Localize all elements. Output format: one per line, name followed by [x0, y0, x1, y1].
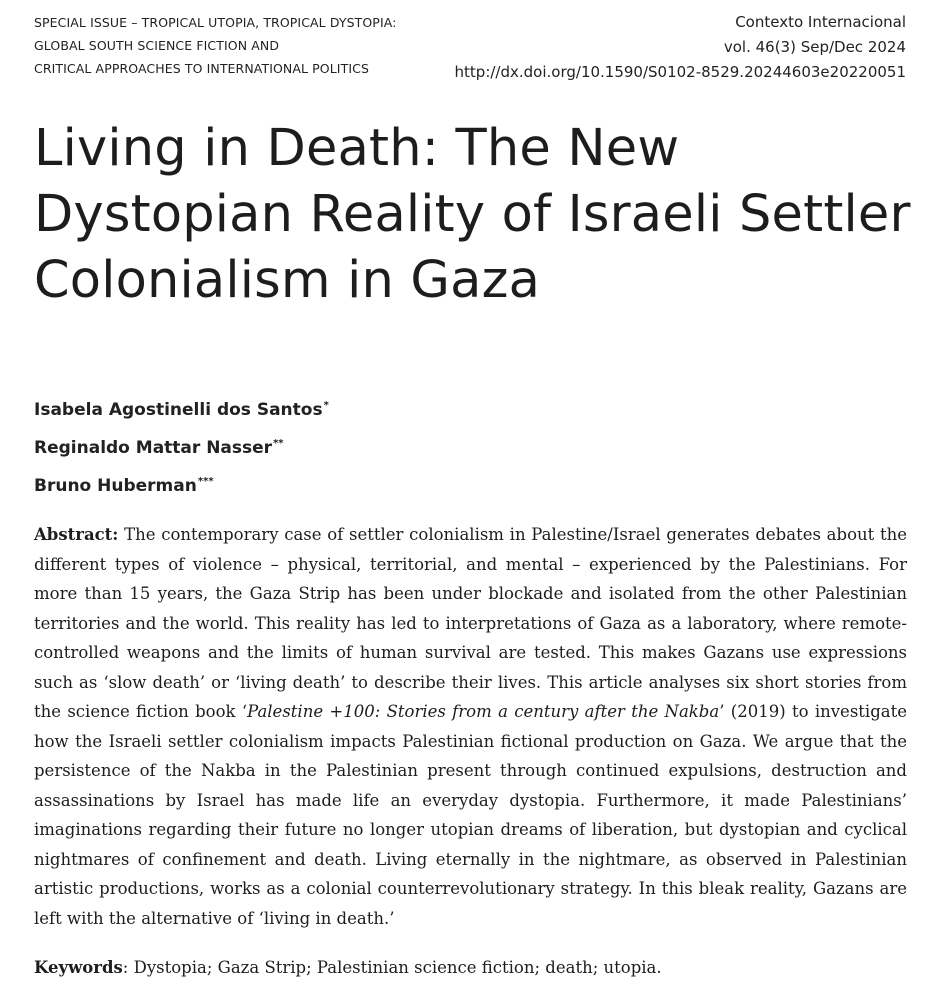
article-title: Living in Death: The New Dystopian Reality of Israeli Settler Colonialism in Gaza	[34, 119, 911, 310]
author-list	[34, 389, 329, 503]
special-issue-line: SPECIAL ISSUE – TROPICAL UTOPIA, TROPICAL DYSTOPIA:	[34, 15, 397, 30]
keywords-label: Keywords	[34, 958, 123, 977]
abstract	[34, 520, 907, 933]
keywords-text: : Dystopia; Gaza Strip; Palestinian science fiction; death; utopia.	[122, 958, 662, 977]
special-issue-line: CRITICAL APPROACHES TO INTERNATIONAL POLITICS	[34, 61, 369, 76]
author-name: Bruno Huberman	[34, 476, 197, 496]
doi-link[interactable]: http://dx.doi.org/10.1590/S0102-8529.20244603e20220051	[454, 63, 906, 81]
book-title: Palestine +100: Stories from a century after the Nakba	[247, 702, 720, 721]
keywords	[34, 953, 907, 982]
journal-volume: vol. 46(3) Sep/Dec 2024	[723, 38, 906, 56]
abstract-label: Abstract:	[34, 525, 119, 544]
journal-name: Contexto Internacional	[735, 13, 906, 31]
special-issue-line: GLOBAL SOUTH SCIENCE FICTION AND	[34, 38, 280, 53]
special-issue-header	[34, 11, 396, 80]
author	[34, 465, 329, 503]
author-footnote-mark[interactable]: ***	[197, 476, 214, 487]
abstract-text: The contemporary case of settler colonialism in Palestine/Israel generates debates about the different types of violence – physical, territorial, and mental – experienced by the Palestinians. For more than 15 years, the Gaza Strip has been under blockade and isolated from the other Palestinian territories and the world. This reality has led to interpretations of Gaza as a laboratory, where remote-controlled weapons and the limits of human survival are tested. This makes Gazans use expressions such as ‘slow death’ or ‘living death’ to describe their lives. This article analyses six short stories from the science fiction book ‘	[34, 525, 907, 721]
author-name: Isabela Agostinelli dos Santos	[34, 400, 323, 420]
author-footnote-mark[interactable]: *	[323, 400, 329, 411]
author	[34, 427, 329, 465]
author-name: Reginaldo Mattar Nasser	[34, 438, 273, 458]
author	[34, 389, 329, 427]
author-footnote-mark[interactable]: **	[273, 438, 284, 449]
journal-info	[455, 10, 906, 85]
abstract-text: ’ (2019) to investigate how the Israeli settler colonialism impacts Palestinian fictional production on Gaza. We argue that the persistence of the Nakba in the Palestinian present through continued expulsions, destruction and assassinations by Israel has made life an everyday dystopia. Furthermore, it made Palestinians’ imaginations regarding their future no longer utopian dreams of liberation, but dystopian and cyclical nightmares of confinement and death. Living eternally in the nightmare, as observed in Palestinian artistic productions, works as a colonial counterrevolutionary strategy. In this bleak reality, Gazans are left with the alternative of ‘living in death.’	[34, 702, 907, 928]
